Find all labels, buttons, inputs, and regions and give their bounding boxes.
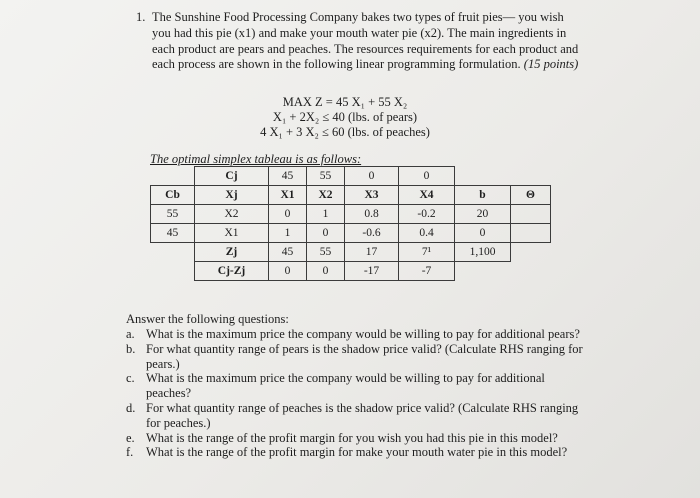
lp-formulation (230, 95, 460, 140)
cjzj-value: -17 (345, 262, 399, 281)
item-text: For what quantity range of peaches is the shadow price valid? (Calculate RHS ranging for peaches.) (146, 400, 579, 430)
cell: -0.6 (345, 224, 399, 243)
item-text: What is the maximum price the company would be willing to pay for additional peaches? (146, 371, 545, 401)
list-item (126, 371, 586, 401)
cj-label: Cj (195, 167, 269, 186)
cj-row (151, 167, 551, 186)
header-x2: X2 (307, 186, 345, 205)
lp-objective: MAX Z = 45 X₁ + 55 X₂ (282, 95, 408, 109)
cj-value: 45 (269, 167, 307, 186)
answers-list (126, 327, 586, 460)
item-letter: e. (126, 430, 135, 445)
cell: 45 (151, 224, 195, 243)
item-letter: a. (126, 327, 135, 341)
simplex-tableau (150, 166, 551, 281)
list-item (126, 327, 586, 342)
item-text: What is the range of the profit margin for you wish you had this pie in this model? (146, 430, 558, 445)
cjzj-value: -7 (399, 262, 455, 281)
question-points: (15 points) (523, 57, 579, 72)
cell: 20 (455, 205, 511, 224)
zj-value: 1,100 (455, 243, 511, 262)
list-item (126, 431, 586, 446)
cj-empty (151, 167, 195, 186)
header-x4: X4 (399, 186, 455, 205)
item-letter: f. (126, 445, 134, 460)
item-letter: b. (126, 341, 136, 356)
table-row (151, 205, 551, 224)
question-text (152, 10, 582, 73)
item-text: For what quantity range of pears is the shadow price valid? (Calculate RHS ranging for pears.) (146, 341, 583, 371)
zj-value: 45 (269, 243, 307, 262)
cell: X2 (195, 205, 269, 224)
item-text: What is the range of the profit margin for make your mouth water pie in this model? (146, 445, 568, 460)
list-item (126, 342, 586, 372)
lp-constraint-peaches: 4 X₁ + 3 X₂ ≤ 60 (lbs. of peaches) (260, 125, 430, 139)
header-x3: X3 (345, 186, 399, 205)
header-xj: Xj (195, 186, 269, 205)
question-body: The Sunshine Food Processing Company bakes two types of fruit pies— you wish you had this pie (x1) and make your mouth water pie (x2). The main ingredients in each product are pears and peaches. The resources requirements for each product and each process are shown in the following linear programming formulation. (152, 10, 579, 72)
cell: 1 (269, 224, 307, 243)
cj-value: 0 (345, 167, 399, 186)
question-number: 1. (136, 10, 146, 24)
cell: 0 (269, 205, 307, 224)
header-b: b (455, 186, 511, 205)
zj-value: 7¹ (399, 243, 455, 262)
cell: 0.8 (345, 205, 399, 224)
cell: 0 (455, 224, 511, 243)
cell: 0 (307, 224, 345, 243)
item-letter: d. (126, 400, 136, 415)
zj-value: 17 (345, 243, 399, 262)
cjzj-value: 0 (307, 262, 345, 281)
item-letter: c. (126, 371, 135, 386)
cj-value: 55 (307, 167, 345, 186)
header-cb: Cb (151, 186, 195, 205)
list-item (126, 445, 586, 460)
cell: 55 (151, 205, 195, 224)
header-x1: X1 (269, 186, 307, 205)
cell (511, 224, 551, 243)
answers-intro: Answer the following questions: (126, 312, 289, 326)
cell: -0.2 (399, 205, 455, 224)
cell (511, 205, 551, 224)
cell: 1 (307, 205, 345, 224)
item-text: What is the maximum price the company would be willing to pay for additional pears? (146, 327, 580, 341)
lp-constraint-pears: X₁ + 2X₂ ≤ 40 (lbs. of pears) (272, 110, 418, 124)
zj-row (151, 243, 551, 262)
list-item (126, 401, 586, 431)
cjzj-value: 0 (269, 262, 307, 281)
cell: X1 (195, 224, 269, 243)
zj-label: Zj (195, 243, 269, 262)
tableau-title: The optimal simplex tableau is as follows: (150, 152, 362, 166)
header-theta: Θ (511, 186, 551, 205)
zj-value: 55 (307, 243, 345, 262)
table-row (151, 224, 551, 243)
cj-value: 0 (399, 167, 455, 186)
cjzj-row (151, 262, 551, 281)
cell: 0.4 (399, 224, 455, 243)
cjzj-label: Cj-Zj (195, 262, 269, 281)
header-row (151, 186, 551, 205)
